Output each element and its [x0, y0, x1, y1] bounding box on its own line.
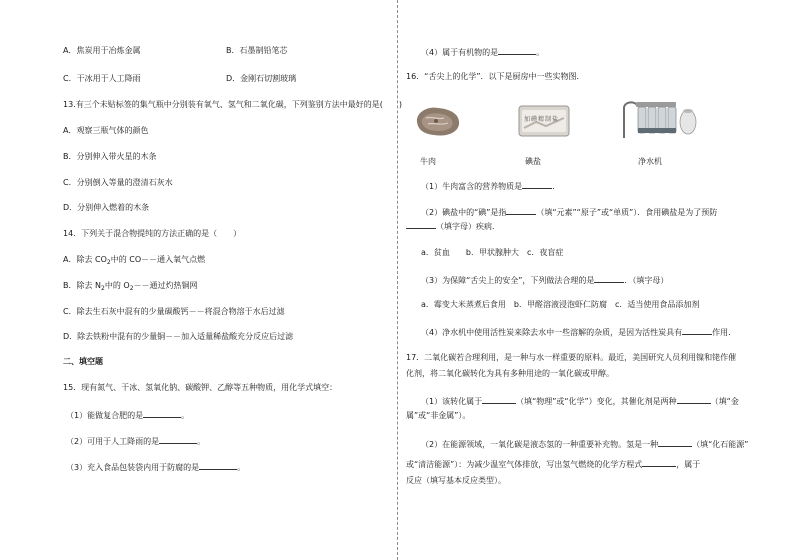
q13-stem: 13.有三个未贴标签的集气瓶中分别装有氧气、氢气和二氧化碳，下列鉴别方法中最好的是( ): [63, 100, 402, 109]
q16-part1: （1）牛肉富含的营养物质是 ．: [421, 182, 561, 191]
q16-part4: （4）净水机中使用活性炭来除去水中一些溶解的杂质，是因为活性炭具有 作用．: [421, 328, 737, 337]
q14-stem: 14．下列关于混合物提纯的方法正确的是（ ）: [63, 229, 242, 238]
q16-part2-line1: （2）碘盐中的“碘”是指 （填“元素”“原子”或“单质”）．食用碘盐是为了预防: [421, 208, 718, 217]
q16-part2-options: a．贫血 b．甲状腺肿大 c．夜盲症: [421, 248, 564, 257]
q13-option-c: C．分别倒入等量的澄清石灰水: [63, 178, 173, 187]
q12-option-d: D．金刚石切割玻璃: [226, 74, 297, 83]
q14-option-b: B．除去 $N_2$中的 $O_2--$通过灼热铜网: [63, 281, 198, 292]
q12-option-b: B．石墨制铅笔芯: [226, 46, 288, 55]
caption-water-purifier: 净水机: [638, 157, 662, 166]
q17-part2-line1: （2）在能源领域，一氧化碳是液态氢的一种重要补充物。氢是一种 （填“化石能源”: [421, 440, 749, 449]
salt-package-label: 加碘精制盐: [524, 116, 560, 123]
caption-iodized-salt: 碘盐: [525, 157, 541, 166]
iodized-salt-image: [518, 104, 570, 138]
q16-stem: 16．“舌尖上的化学”．以下是厨房中一些实物图．: [406, 72, 585, 81]
answer-blank: [406, 220, 436, 229]
q16-part2-line2: （填字母）疾病．: [406, 220, 500, 232]
caption-beef: 牛肉: [420, 157, 436, 166]
q13-option-b: B．分别伸入带火星的木条: [63, 152, 157, 161]
section-fill-in-heading: 二、填空题: [63, 357, 103, 366]
answer-blank: [658, 438, 692, 447]
water-purifier-image: [620, 98, 700, 140]
q14-option-a: A．除去 $CO_2$中的 CO－－通入氧气点燃: [63, 255, 206, 266]
q13-option-a: A．观察三瓶气体的颜色: [63, 126, 149, 135]
answer-blank: [522, 180, 552, 189]
q16-part3: （3）为保障“舌尖上的安全”，下列做法合理的是 ．（填字母）: [421, 276, 669, 285]
q17-stem-line2: 化剂，将二氧化碳转化为具有多种用途的一氧化碳或甲醇。: [406, 369, 614, 378]
q12-option-c: C．干冰用于人工降雨: [63, 74, 141, 83]
q15-part4: （4）属于有机物的是 。: [421, 48, 545, 57]
answer-blank: [482, 395, 516, 404]
q15-part2: （2）可用于人工降雨的是 。: [66, 437, 206, 446]
q12-option-a: A．焦炭用于冶炼金属: [63, 46, 141, 55]
q14-option-c: C．除去生石灰中混有的少量碳酸钙－－将混合物溶于水后过滤: [63, 307, 285, 316]
q17-stem-line1: 17．二氧化碳若合理利用，是一种与水一样重要的原料。最近，美国研究人员利用镍和铑作催: [406, 353, 737, 362]
right-column: [400, 0, 794, 560]
q16-part3-options: a．霉变大米蒸煮后食用 b．甲醛溶液浸泡虾仁防腐 c．适当使用食品添加剂: [421, 300, 700, 309]
answer-blank: [159, 435, 197, 444]
answer-blank: [498, 46, 536, 55]
answer-blank: [199, 461, 237, 470]
q17-part1-line1: （1）该转化属于 （填“物理”或“化学”）变化，其催化剂是两种 （填“金: [421, 397, 739, 406]
q13-option-d: D．分别伸入燃着的木条: [63, 203, 150, 212]
answer-blank: [506, 206, 536, 215]
q15-part1: （1）能做复合肥的是 。: [66, 411, 190, 420]
answer-blank: [677, 395, 711, 404]
q15-stem: 15．现有氮气、干冰、氢氧化钠、碳酸钾、乙醇等五种物质，用化学式填空：: [63, 383, 338, 392]
q17-part2-line2: 或“清洁能源”）：为减少温室气体排放，写出氢气燃烧的化学方程式 ，属于: [406, 460, 701, 469]
answer-blank: [682, 326, 712, 335]
beef-image: [414, 104, 462, 138]
q17-part2-line3: 反应（填写基本反应类型）。: [406, 476, 506, 485]
answer-blank: [143, 409, 181, 418]
answer-blank: [594, 274, 624, 283]
column-divider: [397, 0, 398, 560]
q14-option-d: D．除去铁粉中混有的少量铜－－加入适量稀盐酸充分反应后过滤: [63, 332, 294, 341]
q17-part1-line2: 属”或“非金属”）。: [406, 411, 471, 420]
answer-blank: [642, 458, 676, 467]
q15-part3: （3）充入食品包装袋内用于防腐的是 。: [66, 463, 246, 472]
